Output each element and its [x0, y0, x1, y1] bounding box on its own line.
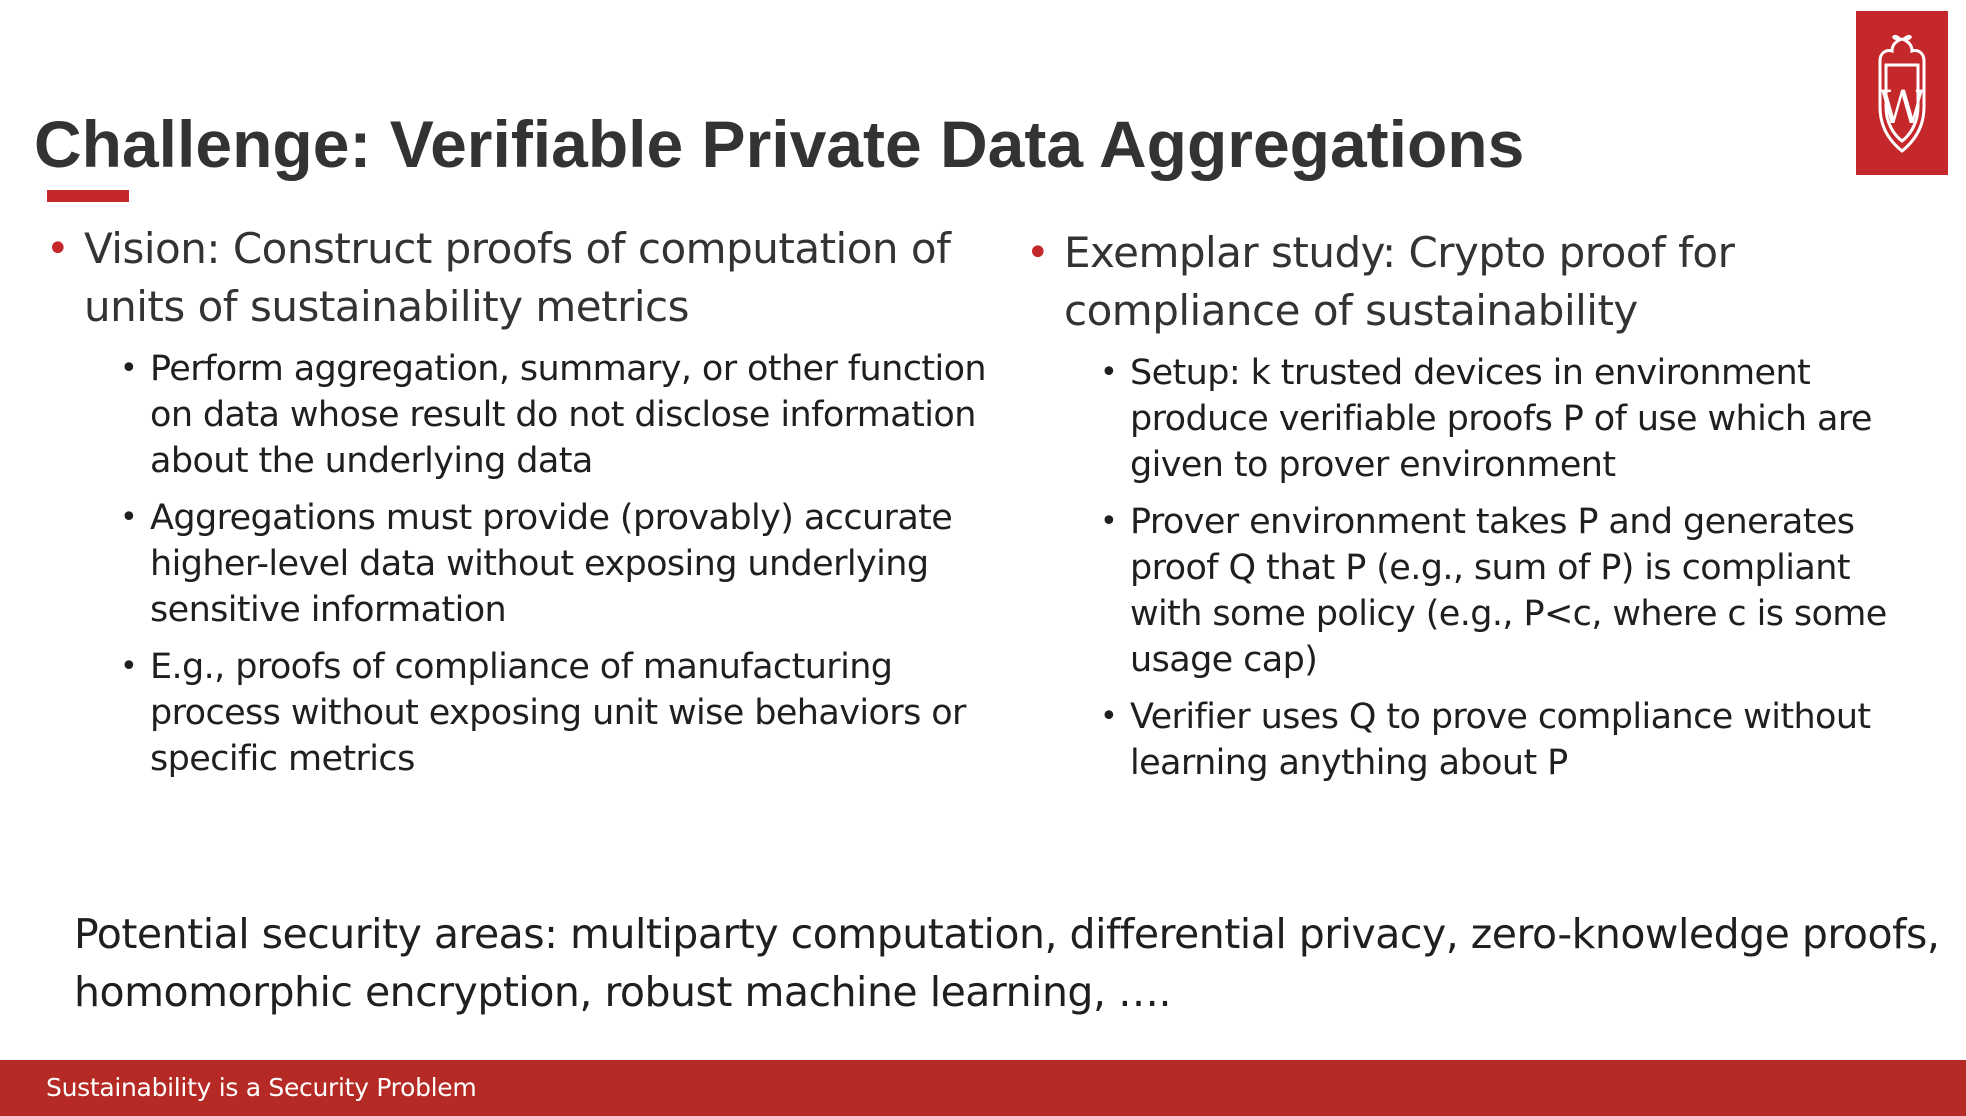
- list-item-text: Verifier uses Q to prove compliance without learning anything about P: [1130, 697, 1871, 783]
- sub-bullet-dot: •: [1100, 504, 1118, 539]
- right-column: [1026, 224, 1926, 797]
- left-bullet-text: Vision: Construct proofs of computation of units of sustainability metrics: [84, 224, 951, 331]
- list-item-text: Prover environment takes P and generates proof Q that P (e.g., sum of P) is compliant with some policy (e.g., P<c, where c is some usage cap): [1130, 502, 1887, 680]
- sub-bullet-dot: •: [120, 649, 138, 684]
- title-underline: [47, 190, 129, 202]
- footer-text: Sustainability is a Security Problem: [46, 1073, 477, 1102]
- list-item: [46, 495, 1006, 633]
- uw-crest-icon: [1856, 11, 1948, 175]
- right-bullet-text: Exemplar study: Crypto proof for compliance of sustainability: [1064, 228, 1735, 335]
- left-column: [46, 220, 1006, 793]
- left-main-bullet: [46, 220, 1006, 336]
- list-item: [46, 346, 1006, 484]
- sub-bullet-dot: •: [1100, 355, 1118, 390]
- sub-bullet-dot: •: [120, 500, 138, 535]
- list-item-text: Aggregations must provide (provably) accurate higher-level data without exposing underlying sensitive information: [150, 498, 953, 630]
- university-logo: [1856, 11, 1948, 175]
- bullet-dot: •: [46, 226, 70, 272]
- svg-text:W: W: [1878, 80, 1926, 134]
- right-sub-list: [1026, 350, 1926, 786]
- list-item: [1026, 499, 1926, 683]
- list-item-text: Perform aggregation, summary, or other function on data whose result do not disclose information about the underlying data: [150, 349, 986, 481]
- list-item: [1026, 694, 1926, 786]
- footer-bar: [0, 1060, 1966, 1116]
- security-areas-note: Potential security areas: multiparty computation, differential privacy, zero-knowledge proofs, homomorphic encryption, robust machine learning, ….: [74, 910, 1940, 1016]
- slide-title: Challenge: Verifiable Private Data Aggregations: [34, 107, 1525, 181]
- list-item-text: E.g., proofs of compliance of manufacturing process without exposing unit wise behaviors or specific metrics: [150, 647, 966, 779]
- list-item-text: Setup: k trusted devices in environment produce verifiable proofs P of use which are given to prover environment: [1130, 353, 1872, 485]
- left-sub-list: [46, 346, 1006, 782]
- sub-bullet-dot: •: [1100, 699, 1118, 734]
- bullet-dot: •: [1026, 230, 1050, 276]
- list-item: [46, 644, 1006, 782]
- right-main-bullet: [1026, 224, 1926, 340]
- list-item: [1026, 350, 1926, 488]
- sub-bullet-dot: •: [120, 351, 138, 386]
